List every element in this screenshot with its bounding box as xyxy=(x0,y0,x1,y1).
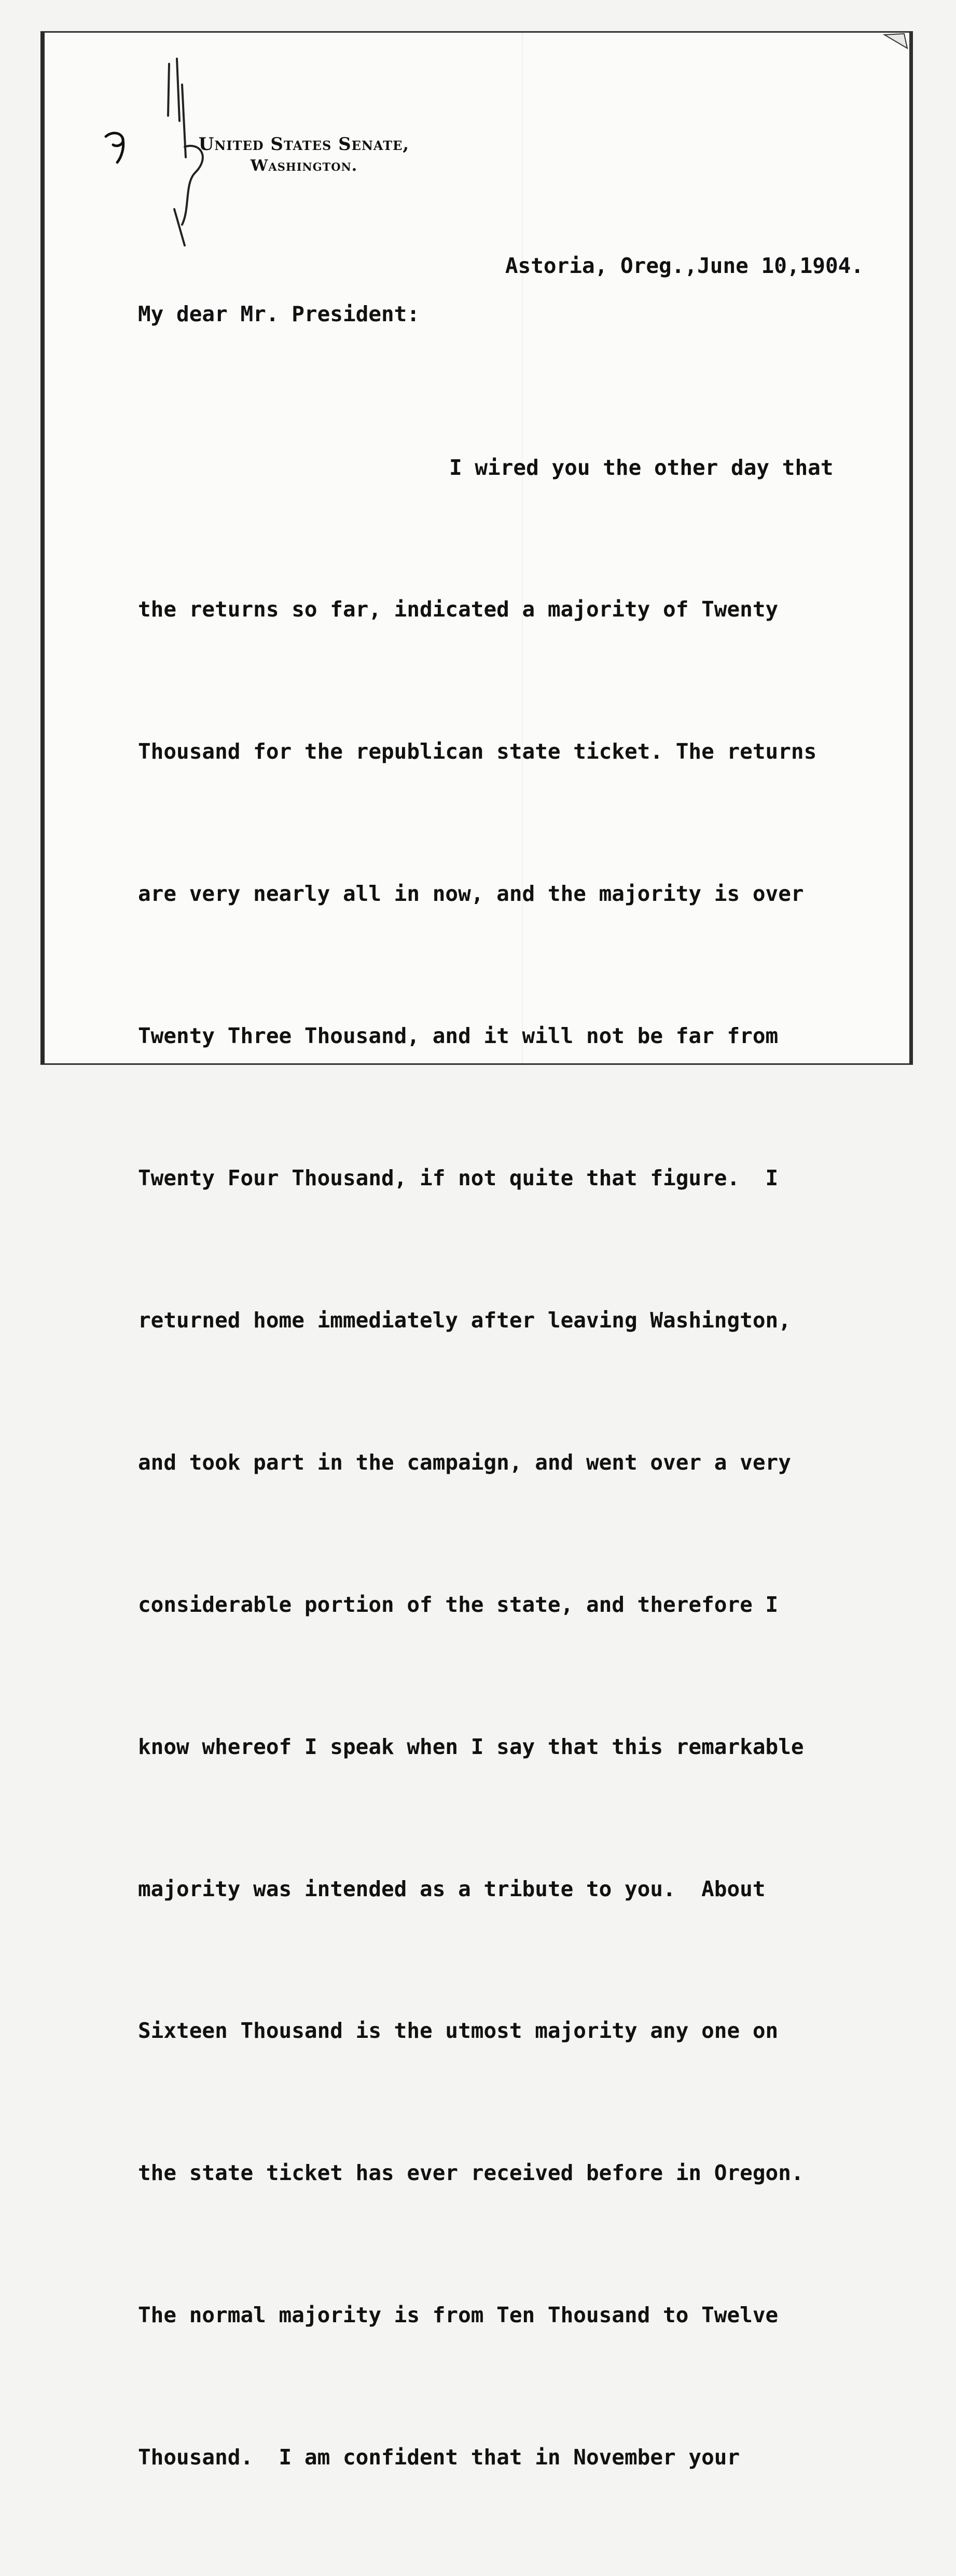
body-line: Sixteen Thousand is the utmost majority any one on xyxy=(138,2018,779,2044)
body-line: are very nearly all in now, and the majority is over xyxy=(138,881,804,907)
dateline: Astoria, Oreg.,June 10,1904. xyxy=(505,253,864,278)
body-line: Twenty Four Thousand, if not quite that figure. I xyxy=(138,1166,779,1191)
body-line: majority was intended as a tribute to you. About xyxy=(138,1876,766,1901)
letterhead-city: Washington. xyxy=(250,157,358,175)
body-line: returned home immediately after leaving Washington, xyxy=(138,1307,791,1333)
letterhead xyxy=(45,134,563,175)
letter-page xyxy=(40,31,913,2470)
body-line: The normal majority is from Ten Thousand to Twelve xyxy=(138,2303,779,2328)
folded-corner xyxy=(883,33,909,59)
body-line: I wired you the other day that xyxy=(449,455,834,480)
body-line: Thousand. I am confident that in November your xyxy=(138,2445,740,2470)
body-line: the returns so far, indicated a majority of Twenty xyxy=(138,597,779,622)
body-line: Thousand for the republican state ticket. The returns xyxy=(138,739,817,764)
body-line: considerable portion of the state, and therefore I xyxy=(138,1592,779,1617)
salutation: My dear Mr. President: xyxy=(138,302,420,326)
body-line: know whereof I speak when I say that this remarkable xyxy=(138,1734,804,1759)
letterhead-organization: United States Senate, xyxy=(198,134,410,155)
body-line: and took part in the campaign, and went over a very xyxy=(138,1449,791,1475)
body-line: the state ticket has ever received before in Oregon. xyxy=(138,2160,804,2186)
letter-body xyxy=(138,349,885,2576)
body-line: Twenty Three Thousand, and it will not be far from xyxy=(138,1023,779,1049)
